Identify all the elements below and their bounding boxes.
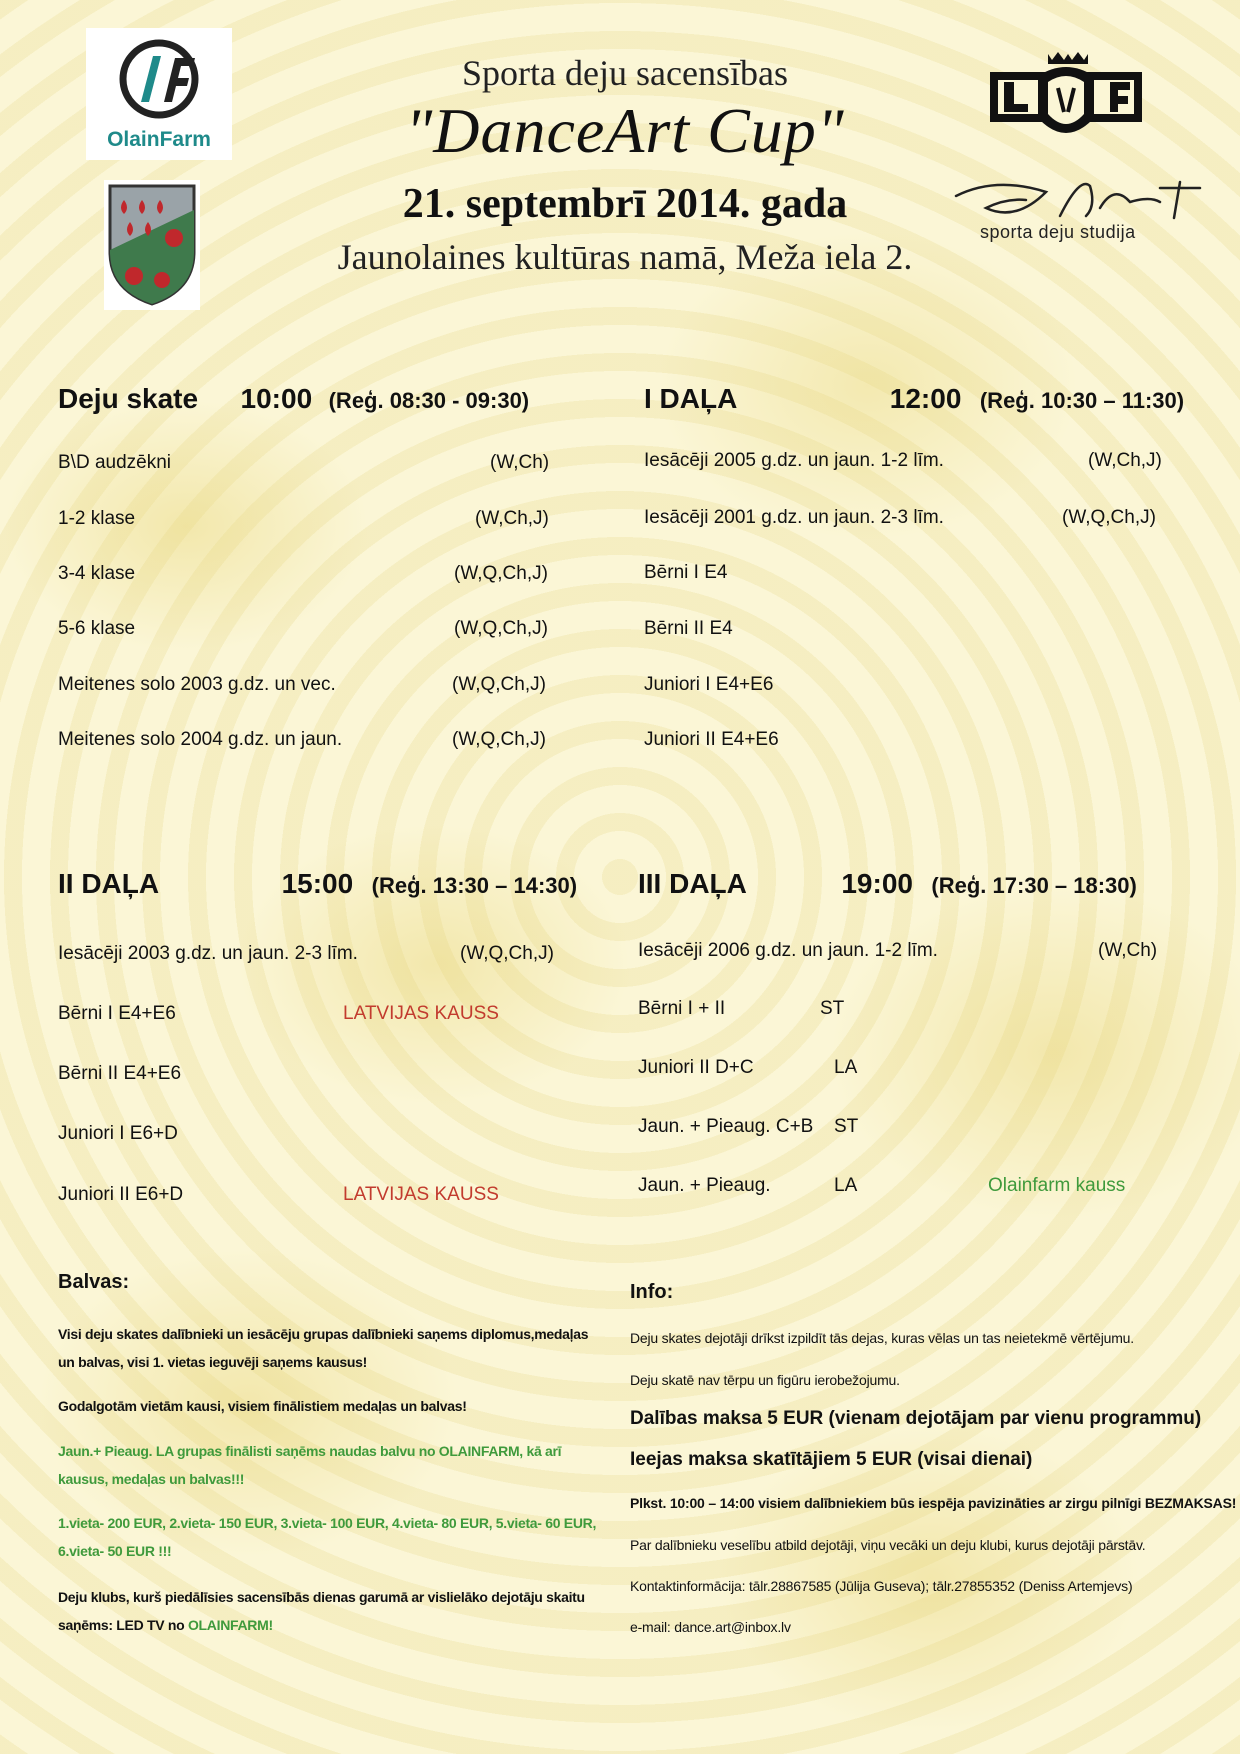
olainfarm-logo-icon [109,36,209,122]
section-time: 10:00 [240,383,313,414]
list-item: Jaun. + Pieaug. C+B [638,1116,814,1137]
event-title: "DanceArt Cup" [405,95,845,166]
section-registration: (Reģ. 13:30 – 14:30) [371,873,578,898]
list-item: 1-2 klase [58,508,136,529]
balvas-paragraph: Godalgotām vietām kausi, visiem finālistiem medaļas un balvas! [58,1398,467,1414]
list-item: Bērni I E4+E6 [58,1003,176,1024]
olainfarm-brand: OLAINFARM! [187,1617,273,1633]
section-i-dala-header [644,383,1184,415]
event-date: 21. septembrī 2014. gada [402,181,848,227]
olainfarm-logo-text: OlainFarm [107,128,211,151]
dance-list: (W,Q,Ch,J) [452,729,546,750]
latvijas-kauss-note: LATVIJAS KAUSS [343,1003,499,1024]
section-registration: (Reģ. 17:30 – 18:30) [931,873,1137,898]
event-venue: Jaunolaines kultūras namā, Meža iela 2. [337,237,913,277]
event-type: Sporta deju sacensības [462,53,788,93]
list-item: Bērni II E4 [644,618,733,639]
lsdf-logo-icon [988,48,1144,154]
list-item: Iesācēji 2001 g.dz. un jaun. 2-3 līm. [644,507,944,528]
list-item: 5-6 klase [58,618,136,639]
latvijas-kauss-note: LATVIJAS KAUSS [343,1184,499,1205]
list-item: Juniori II E4+E6 [644,729,779,750]
section-time: 15:00 [281,868,354,899]
list-item: Iesācēji 2005 g.dz. un jaun. 1-2 līm. [644,450,944,471]
dance-list: (W,Ch) [490,452,550,473]
danceart-studio-logo-icon [950,178,1210,224]
olainfarm-kauss-note: Olainfarm kauss [988,1175,1126,1196]
list-item: Bērni I + II [638,998,726,1019]
list-item: Jaun. + Pieaug. [638,1175,771,1196]
section-iii-dala-header [638,868,1137,900]
info-line: Deju skatē nav tērpu un figūru ierobežojumu. [630,1372,900,1388]
contact-info: Kontaktinformācija: tālr.28867585 (Jūlija Guseva); tālr.27855352 (Deniss Artemjevs) [630,1578,1133,1594]
balvas-paragraph [58,1583,603,1639]
info-line: Par dalībnieku veselību atbild dejotāji, viņu vecāki un deju klubi, kurus dejotāji pārstāv. [630,1537,1146,1553]
list-item: B\D audzēkni [58,452,172,473]
info-heading: Info: [630,1281,674,1303]
balvas-paragraph: Jaun.+ Pieaug. LA grupas finālisti saņēms naudas balvu no OLAINFARM, kā arī kausus, medaļas un balvas!!! [58,1443,562,1487]
dance-list: (W,Ch,J) [475,508,549,529]
section-time: 12:00 [889,383,962,414]
dance-style: LA [834,1175,858,1196]
list-item: Iesācēji 2006 g.dz. un jaun. 1-2 līm. [638,940,938,961]
section-ii-dala-header [58,868,577,900]
list-item: Juniori I E4+E6 [644,674,774,695]
olaine-crest-icon [104,180,200,310]
balvas-heading: Balvas: [58,1271,130,1293]
olaine-crest [104,180,200,310]
dance-list: (W,Q,Ch,J) [1062,507,1156,528]
dance-style: ST [820,998,845,1019]
dance-list: (W,Ch) [1098,940,1158,961]
entrance-fee: Ieejas maksa skatītājiem 5 EUR (visai dienai) [630,1449,1033,1470]
dance-style: ST [834,1116,859,1137]
info-line: Deju skates dejotāji drīkst izpildīt tās dejas, kuras vēlas un tas neietekmē vērtējumu. [630,1330,1134,1346]
list-item: Bērni I E4 [644,562,728,583]
section-registration: (Reģ. 10:30 – 11:30) [979,388,1185,413]
prize-money-list: 1.vieta- 200 EUR, 2.vieta- 150 EUR, 3.vieta- 100 EUR, 4.vieta- 80 EUR, 5.vieta- 60 EUR, 6.vieta- 50 EUR !!! [58,1515,597,1559]
section-name: I DAĻA [644,383,738,414]
list-item: Juniori II D+C [638,1057,754,1078]
dance-list: (W,Q,Ch,J) [460,943,554,964]
dance-style: LA [834,1057,858,1078]
participation-fee: Dalības maksa 5 EUR (vienam dejotājam par vienu programmu) [630,1408,1202,1429]
section-name: Deju skate [58,383,199,414]
dance-list: (W,Q,Ch,J) [454,618,548,639]
dance-list: (W,Q,Ch,J) [452,674,546,695]
dance-list: (W,Ch,J) [1088,450,1162,471]
section-name: II DAĻA [58,868,160,899]
olainfarm-logo [86,28,232,160]
lsdf-logo [988,48,1144,154]
list-item: Iesācēji 2003 g.dz. un jaun. 2-3 līm. [58,943,358,964]
list-item: Meitenes solo 2003 g.dz. un vec. [58,674,336,695]
email-link[interactable]: e-mail: dance.art@inbox.lv [630,1619,791,1635]
list-item: 3-4 klase [58,563,136,584]
led-tv-text: Deju klubs, kurš piedālīsies sacensībās dienas garumā ar vislielāko dejotāju skaitu saņēms: LED TV no [58,1589,585,1633]
list-item: Juniori II E6+D [58,1184,184,1205]
list-item: Bērni II E4+E6 [58,1063,182,1084]
list-item: Juniori I E6+D [58,1123,178,1144]
section-time: 19:00 [841,868,913,899]
section-registration: (Reģ. 08:30 - 09:30) [328,388,530,413]
balvas-paragraph: Visi deju skates dalībnieki un iesācēju grupas dalībnieki saņems diplomus,medaļas un balvas, visi 1. vietas ieguvēji saņems kausus! [58,1326,589,1370]
horse-ride-note: Plkst. 10:00 – 14:00 visiem dalībniekiem būs iespēja pavizināties ar zirgu pilnīgi BEZMAKSAS! [630,1495,1237,1511]
studio-subtitle: sporta deju studija [980,222,1136,242]
list-item: Meitenes solo 2004 g.dz. un jaun. [58,729,343,750]
dance-list: (W,Q,Ch,J) [454,563,548,584]
section-deju-skate-header [58,383,529,415]
section-name: III DAĻA [638,868,747,899]
